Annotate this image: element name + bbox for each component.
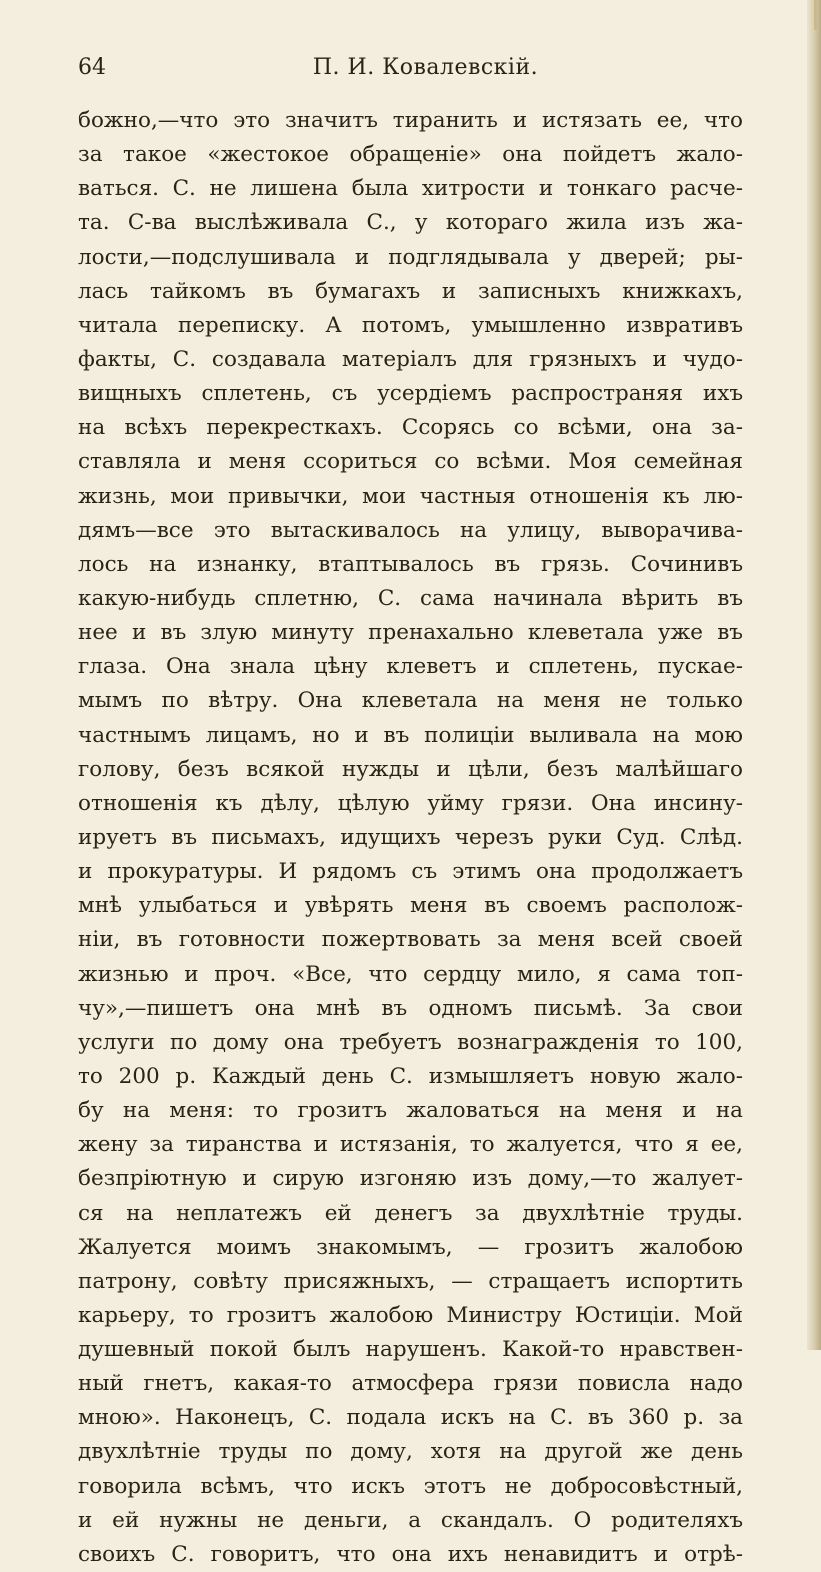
text-line: бу на меня: то грозитъ жаловаться на меня и на — [78, 1098, 743, 1124]
text-line: своихъ С. говоритъ, что она ихъ ненавидитъ и отрѣ- — [78, 1541, 743, 1567]
text-line: ніи, въ готовности пожертвовать за меня всей своей — [78, 927, 743, 953]
text-line: мнѣ улыбаться и увѣрять меня въ своемъ располож- — [78, 893, 743, 919]
text-line: Жалуется моимъ знакомымъ, — грозитъ жалобою — [78, 1234, 743, 1260]
page-edge — [807, 0, 821, 1350]
text-line: ируетъ въ письмахъ, идущихъ черезъ руки Суд. Слѣд. — [78, 824, 743, 850]
text-line: патрону, совѣту присяжныхъ, — стращаетъ испортить — [78, 1268, 743, 1294]
text-line: чу»,—пишетъ она мнѣ въ одномъ письмѣ. За свои — [78, 995, 743, 1021]
text-line: ся на неплатежъ ей денегъ за двухлѣтніе труды. — [78, 1200, 743, 1226]
body-text — [78, 104, 743, 1572]
text-line: карьеру, то грозитъ жалобою Министру Юстиціи. Мой — [78, 1302, 743, 1328]
text-line: на всѣхъ перекресткахъ. Ссорясь со всѣми, она за- — [78, 415, 743, 441]
text-line: ный гнетъ, какая-то атмосфера грязи повисла надо — [78, 1371, 743, 1397]
text-line: лось на изнанку, втаптывалось въ грязь. Сочинивъ — [78, 551, 743, 577]
text-line: дямъ—все это вытаскивалось на улицу, выворачива- — [78, 517, 743, 543]
text-line: и ей нужны не деньги, а скандалъ. О родителяхъ — [78, 1507, 743, 1533]
text-line: мною». Наконецъ, С. подала искъ на С. въ 360 р. за — [78, 1405, 743, 1431]
text-line: лости,—подслушивала и подглядывала у дверей; ры- — [78, 244, 743, 270]
text-line: услуги по дому она требуетъ вознагражденія то 100, — [78, 1029, 743, 1055]
page-header — [78, 50, 743, 86]
text-line: безпріютную и сирую изгоняю изъ дому,—то жалует- — [78, 1166, 743, 1192]
text-line: ставляла и меня ссориться со всѣми. Моя семейная — [78, 449, 743, 475]
page-edge-bookmark — [814, 0, 817, 30]
text-line: то 200 р. Каждый день С. измышляетъ новую жало- — [78, 1063, 743, 1089]
text-line: лась тайкомъ въ бумагахъ и записныхъ книжкахъ, — [78, 278, 743, 304]
text-line: говорила всѣмъ, что искъ этотъ не добросовѣстный, — [78, 1473, 743, 1499]
text-line: двухлѣтніе труды по дому, хотя на другой же день — [78, 1439, 743, 1465]
page-number: 64 — [78, 55, 106, 80]
text-line: какую-нибудь сплетню, С. сама начинала вѣрить въ — [78, 585, 743, 611]
running-title: П. И. Ковалевскій. — [312, 55, 539, 80]
text-line: душевный покой былъ нарушенъ. Какой-то нравствен- — [78, 1337, 743, 1363]
text-line: читала переписку. А потомъ, умышленно извративъ — [78, 312, 743, 338]
text-line: жизнью и проч. «Все, что сердцу мило, я сама топ- — [78, 961, 743, 987]
text-line: та. С-ва выслѣживала С., у котораго жила изъ жа- — [78, 210, 743, 236]
text-line: мымъ по вѣтру. Она клеветала на меня не только — [78, 688, 743, 714]
text-line: жизнь, мои привычки, мои частныя отношенія къ лю- — [78, 483, 743, 509]
text-line: за такое «жестокое обращеніе» она пойдетъ жало- — [78, 142, 743, 168]
text-line: глаза. Она знала цѣну клеветъ и сплетень, пускае- — [78, 654, 743, 680]
text-line: отношенія къ дѣлу, цѣлую уйму грязи. Она инсину- — [78, 790, 743, 816]
text-line: частнымъ лицамъ, но и въ полиціи выливала на мою — [78, 722, 743, 748]
text-line: жену за тиранства и истязанія, то жалуется, что я ее, — [78, 1132, 743, 1158]
text-line: божно,—что это значитъ тиранить и истязать ее, что — [78, 108, 743, 133]
text-line: нее и въ злую минуту пренахально клеветала уже въ — [78, 620, 743, 646]
text-line: голову, безъ всякой нужды и цѣли, безъ малѣйшаго — [78, 756, 743, 782]
text-line: факты, С. создавала матеріалъ для грязныхъ и чудо- — [78, 346, 743, 372]
text-line: ваться. С. не лишена была хитрости и тонкаго расче- — [78, 176, 743, 202]
text-line: и прокуратуры. И рядомъ съ этимъ она продолжаетъ — [78, 859, 743, 885]
text-line: вищныхъ сплетень, съ усердіемъ распространяя ихъ — [78, 381, 743, 407]
